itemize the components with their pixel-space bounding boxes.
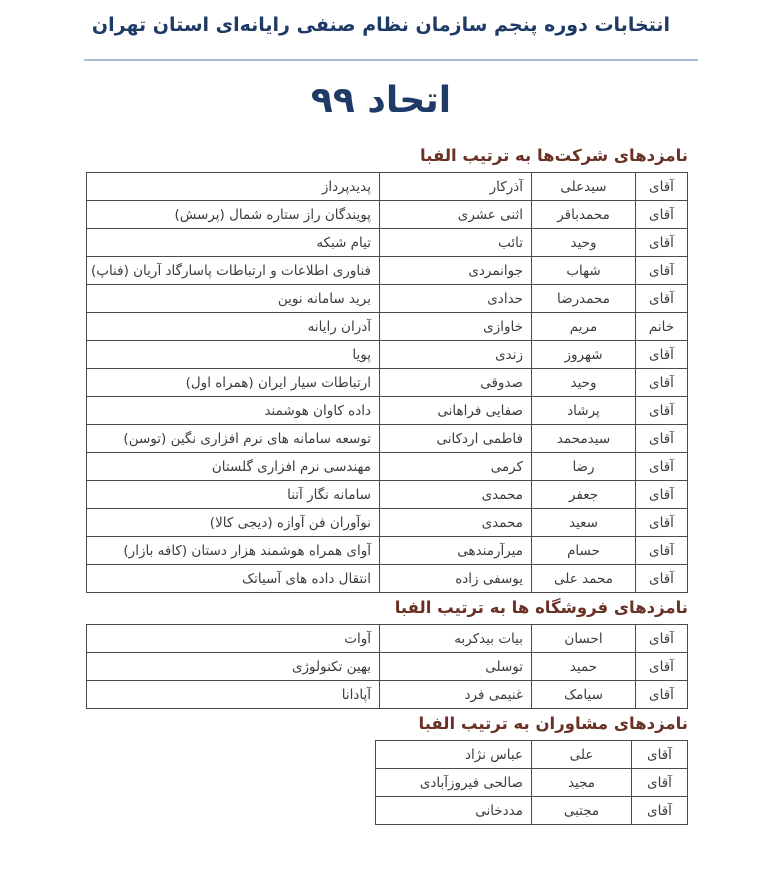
campaign-title: اتحاد ۹۹	[310, 80, 452, 121]
table-row	[87, 397, 688, 425]
first-name-cell: وحید	[532, 229, 636, 257]
table-row	[87, 425, 688, 453]
table-row	[376, 797, 688, 825]
honorific-cell: آقای	[632, 797, 688, 825]
honorific-cell: آقای	[636, 173, 688, 201]
last-name-cell: صالحی فیروزآبادی	[376, 769, 532, 797]
first-name-cell: محمدباقر	[532, 201, 636, 229]
honorific-cell: آقای	[636, 681, 688, 709]
table-row	[87, 453, 688, 481]
table-row	[87, 537, 688, 565]
last-name-cell: محمدی	[380, 509, 532, 537]
company-cell: ارتباطات سیار ایران (همراه اول)	[87, 369, 380, 397]
table-row	[376, 741, 688, 769]
first-name-cell: مجید	[532, 769, 632, 797]
last-name-cell: فاطمی اردکانی	[380, 425, 532, 453]
company-cell: سامانه نگار آتنا	[87, 481, 380, 509]
last-name-cell: توسلی	[380, 653, 532, 681]
candidates-table	[375, 740, 688, 825]
company-cell: انتقال داده های آسیاتک	[87, 565, 380, 593]
table-row	[87, 369, 688, 397]
candidates-table	[86, 624, 688, 709]
candidate-sections	[74, 142, 688, 828]
last-name-cell: غنیمی فرد	[380, 681, 532, 709]
table-row	[87, 625, 688, 653]
candidate-section-2	[74, 712, 688, 825]
last-name-cell: صدوقی	[380, 369, 532, 397]
company-cell: بهین تکنولوژی	[87, 653, 380, 681]
first-name-cell: حمید	[532, 653, 636, 681]
company-cell: آوای همراه هوشمند هزار دستان (کافه بازار)	[87, 537, 380, 565]
last-name-cell: یوسفی زاده	[380, 565, 532, 593]
document-header-title: انتخابات دوره پنجم سازمان نظام صنفی رایانه‌ای استان تهران	[91, 14, 671, 36]
company-cell: مهندسی نرم افزاری گلستان	[87, 453, 380, 481]
company-cell: نوآوران فن آوازه (دیجی کالا)	[87, 509, 380, 537]
last-name-cell: محمدی	[380, 481, 532, 509]
honorific-cell: آقای	[636, 625, 688, 653]
last-name-cell: عباس نژاد	[376, 741, 532, 769]
company-cell: آوات	[87, 625, 380, 653]
table-row	[87, 565, 688, 593]
first-name-cell: محمدرضا	[532, 285, 636, 313]
honorific-cell: آقای	[632, 769, 688, 797]
section-heading: نامزدهای شرکت‌ها به ترتیب الفبا	[420, 146, 688, 165]
first-name-cell: سیدعلی	[532, 173, 636, 201]
last-name-cell: تائب	[380, 229, 532, 257]
company-cell: توسعه سامانه های نرم افزاری نگین (توسن)	[87, 425, 380, 453]
table-row	[87, 285, 688, 313]
honorific-cell: آقای	[636, 229, 688, 257]
first-name-cell: رضا	[532, 453, 636, 481]
last-name-cell: حدادی	[380, 285, 532, 313]
candidate-section-1	[74, 596, 688, 709]
first-name-cell: مریم	[532, 313, 636, 341]
first-name-cell: پرشاد	[532, 397, 636, 425]
header-divider-line	[84, 59, 698, 61]
honorific-cell: آقای	[636, 509, 688, 537]
section-heading: نامزدهای فروشگاه ها به ترتیب الفبا	[394, 598, 688, 617]
honorific-cell: آقای	[636, 565, 688, 593]
table-row	[87, 229, 688, 257]
last-name-cell: زندی	[380, 341, 532, 369]
first-name-cell: سیامک	[532, 681, 636, 709]
last-name-cell: آذرکار	[380, 173, 532, 201]
honorific-cell: آقای	[636, 453, 688, 481]
company-cell: فناوری اطلاعات و ارتباطات پاسارگاد آریان (فناپ)	[87, 257, 380, 285]
company-cell: پدیدپرداز	[87, 173, 380, 201]
company-cell: پویندگان راز ستاره شمال (پرسش)	[87, 201, 380, 229]
company-cell: آدران رایانه	[87, 313, 380, 341]
candidate-section-0	[74, 144, 688, 593]
section-heading: نامزدهای مشاوران به ترتیب الفبا	[418, 714, 688, 733]
last-name-cell: اثنی عشری	[380, 201, 532, 229]
company-cell: پویا	[87, 341, 380, 369]
last-name-cell: جوانمردی	[380, 257, 532, 285]
first-name-cell: احسان	[532, 625, 636, 653]
last-name-cell: میرآرمندهی	[380, 537, 532, 565]
honorific-cell: آقای	[636, 425, 688, 453]
table-row	[87, 481, 688, 509]
honorific-cell: آقای	[636, 653, 688, 681]
candidates-table	[86, 172, 688, 593]
first-name-cell: سعید	[532, 509, 636, 537]
honorific-cell: آقای	[636, 285, 688, 313]
table-row	[87, 681, 688, 709]
first-name-cell: وحید	[532, 369, 636, 397]
first-name-cell: شهاب	[532, 257, 636, 285]
first-name-cell: جعفر	[532, 481, 636, 509]
honorific-cell: آقای	[636, 397, 688, 425]
first-name-cell: مجتبی	[532, 797, 632, 825]
company-cell: برید سامانه نوین	[87, 285, 380, 313]
last-name-cell: صفایی فراهانی	[380, 397, 532, 425]
first-name-cell: شهروز	[532, 341, 636, 369]
honorific-cell: آقای	[636, 537, 688, 565]
table-row	[87, 653, 688, 681]
table-row	[87, 313, 688, 341]
first-name-cell: حسام	[532, 537, 636, 565]
honorific-cell: آقای	[636, 201, 688, 229]
honorific-cell: آقای	[636, 369, 688, 397]
last-name-cell: کرمی	[380, 453, 532, 481]
first-name-cell: علی	[532, 741, 632, 769]
honorific-cell: آقای	[632, 741, 688, 769]
honorific-cell: آقای	[636, 257, 688, 285]
company-cell: داده کاوان هوشمند	[87, 397, 380, 425]
last-name-cell: بیات بیدکربه	[380, 625, 532, 653]
table-row	[87, 257, 688, 285]
honorific-cell: خانم	[636, 313, 688, 341]
first-name-cell: محمد علی	[532, 565, 636, 593]
company-cell: آپادانا	[87, 681, 380, 709]
table-row	[87, 173, 688, 201]
table-row	[87, 201, 688, 229]
honorific-cell: آقای	[636, 341, 688, 369]
last-name-cell: مددخانی	[376, 797, 532, 825]
last-name-cell: خاوازی	[380, 313, 532, 341]
table-row	[87, 341, 688, 369]
first-name-cell: سیدمحمد	[532, 425, 636, 453]
company-cell: تیام شبکه	[87, 229, 380, 257]
table-row	[87, 509, 688, 537]
table-row	[376, 769, 688, 797]
honorific-cell: آقای	[636, 481, 688, 509]
